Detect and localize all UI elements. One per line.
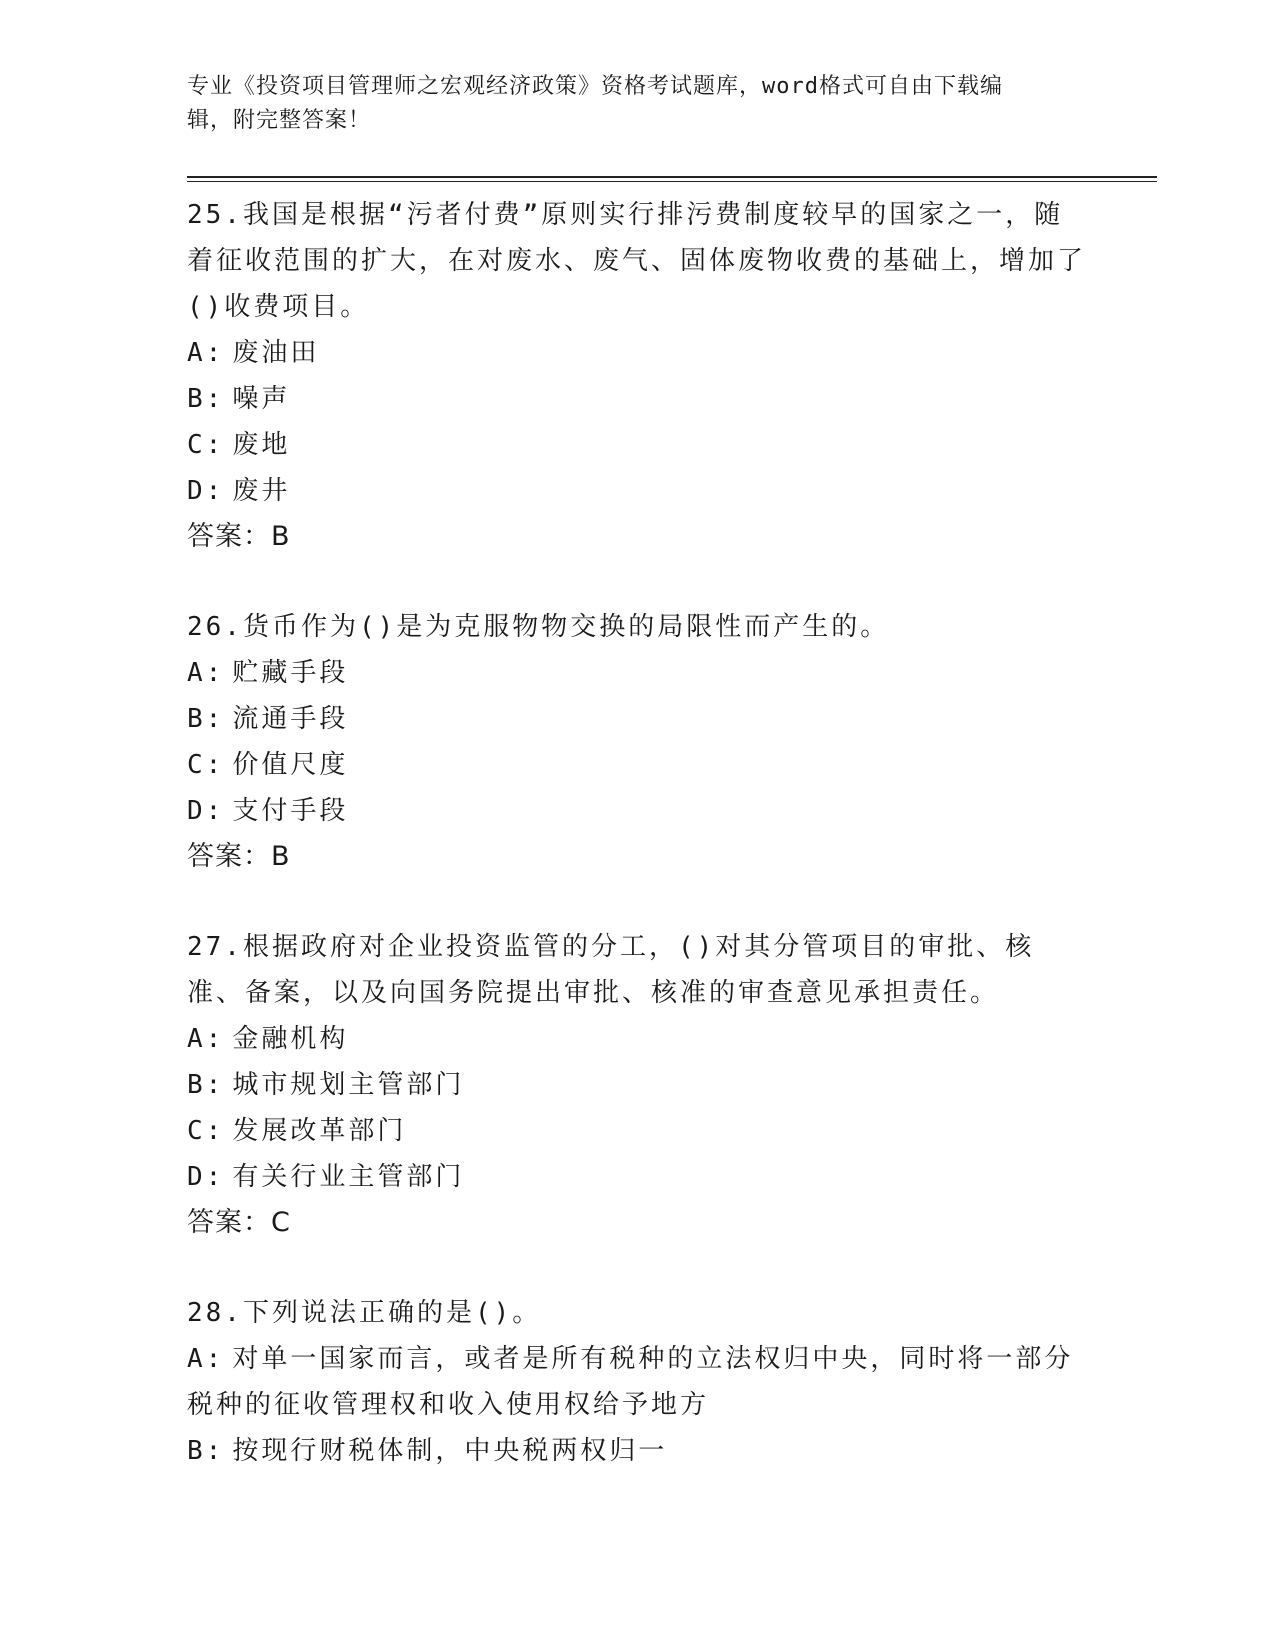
option-c: [187, 1108, 1087, 1154]
option-text: 流通手段: [232, 704, 349, 734]
question-stem: 27.根据政府对企业投资监管的分工，()对其分管项目的审批、核准、备案，以及向国务院提出审批、核准的审查意见承担责任。: [187, 932, 1035, 1008]
option-a: [187, 650, 1087, 696]
option-letter: B:: [187, 1436, 225, 1466]
option-text: 噪声: [232, 384, 291, 414]
question-stem: 28.下列说法正确的是()。: [187, 1298, 542, 1328]
option-text: 有关行业主管部门: [232, 1162, 465, 1192]
option-text: 废地: [232, 430, 291, 460]
option-d: [187, 788, 1087, 834]
option-letter: B:: [187, 704, 225, 734]
option-letter: A:: [187, 338, 225, 368]
option-c: [187, 422, 1087, 468]
option-text: 废井: [232, 476, 291, 506]
header-line-2: 辑，附完整答案！: [187, 108, 372, 133]
option-letter: A:: [187, 658, 225, 688]
option-a: [187, 1016, 1087, 1062]
option-b: [187, 696, 1087, 742]
option-c: [187, 742, 1087, 788]
question-27: [187, 924, 1157, 1246]
option-d: [187, 1154, 1087, 1200]
option-b: [187, 1062, 1087, 1108]
option-letter: D:: [187, 796, 225, 826]
option-text: 按现行财税体制，中央税两权归一: [232, 1436, 668, 1466]
question-stem: 26.货币作为()是为克服物物交换的局限性而产生的。: [187, 612, 890, 642]
option-a: [187, 330, 1087, 376]
header-divider: [187, 176, 1157, 182]
option-letter: C:: [187, 750, 225, 780]
answer-line: 答案：C: [187, 1207, 291, 1238]
option-text: 金融机构: [232, 1024, 349, 1054]
option-text: 城市规划主管部门: [232, 1070, 465, 1100]
option-text: 支付手段: [232, 796, 349, 826]
question-25: [187, 192, 1157, 560]
header-line-1: 专业《投资项目管理师之宏观经济政策》资格考试题库，word格式可自由下载编: [187, 74, 1003, 99]
option-letter: C:: [187, 1116, 225, 1146]
answer-line: 答案：B: [187, 841, 291, 872]
option-text: 发展改革部门: [232, 1116, 407, 1146]
question-28: [187, 1290, 1157, 1474]
document-page: [187, 70, 1157, 1474]
option-letter: D:: [187, 1162, 225, 1192]
option-text: 贮藏手段: [232, 658, 349, 688]
question-stem: 25.我国是根据“污者付费”原则实行排污费制度较早的国家之一，随着征收范围的扩大，在对废水、废气、固体废物收费的基础上，增加了()收费项目。: [187, 200, 1087, 322]
option-text: 对单一国家而言，或者是所有税种的立法权归中央，同时将一部分税种的征收管理权和收入使用权给予地方: [187, 1344, 1074, 1420]
option-a: [187, 1336, 1087, 1428]
document-header: [187, 70, 1087, 138]
option-text: 价值尺度: [232, 750, 349, 780]
option-text: 废油田: [232, 338, 320, 368]
question-26: [187, 604, 1157, 880]
option-letter: C:: [187, 430, 225, 460]
option-letter: A:: [187, 1344, 225, 1374]
option-b: [187, 1428, 1087, 1474]
option-d: [187, 468, 1087, 514]
option-b: [187, 376, 1087, 422]
option-letter: B:: [187, 1070, 225, 1100]
option-letter: B:: [187, 384, 225, 414]
answer-line: 答案：B: [187, 521, 291, 552]
option-letter: A:: [187, 1024, 225, 1054]
option-letter: D:: [187, 476, 225, 506]
